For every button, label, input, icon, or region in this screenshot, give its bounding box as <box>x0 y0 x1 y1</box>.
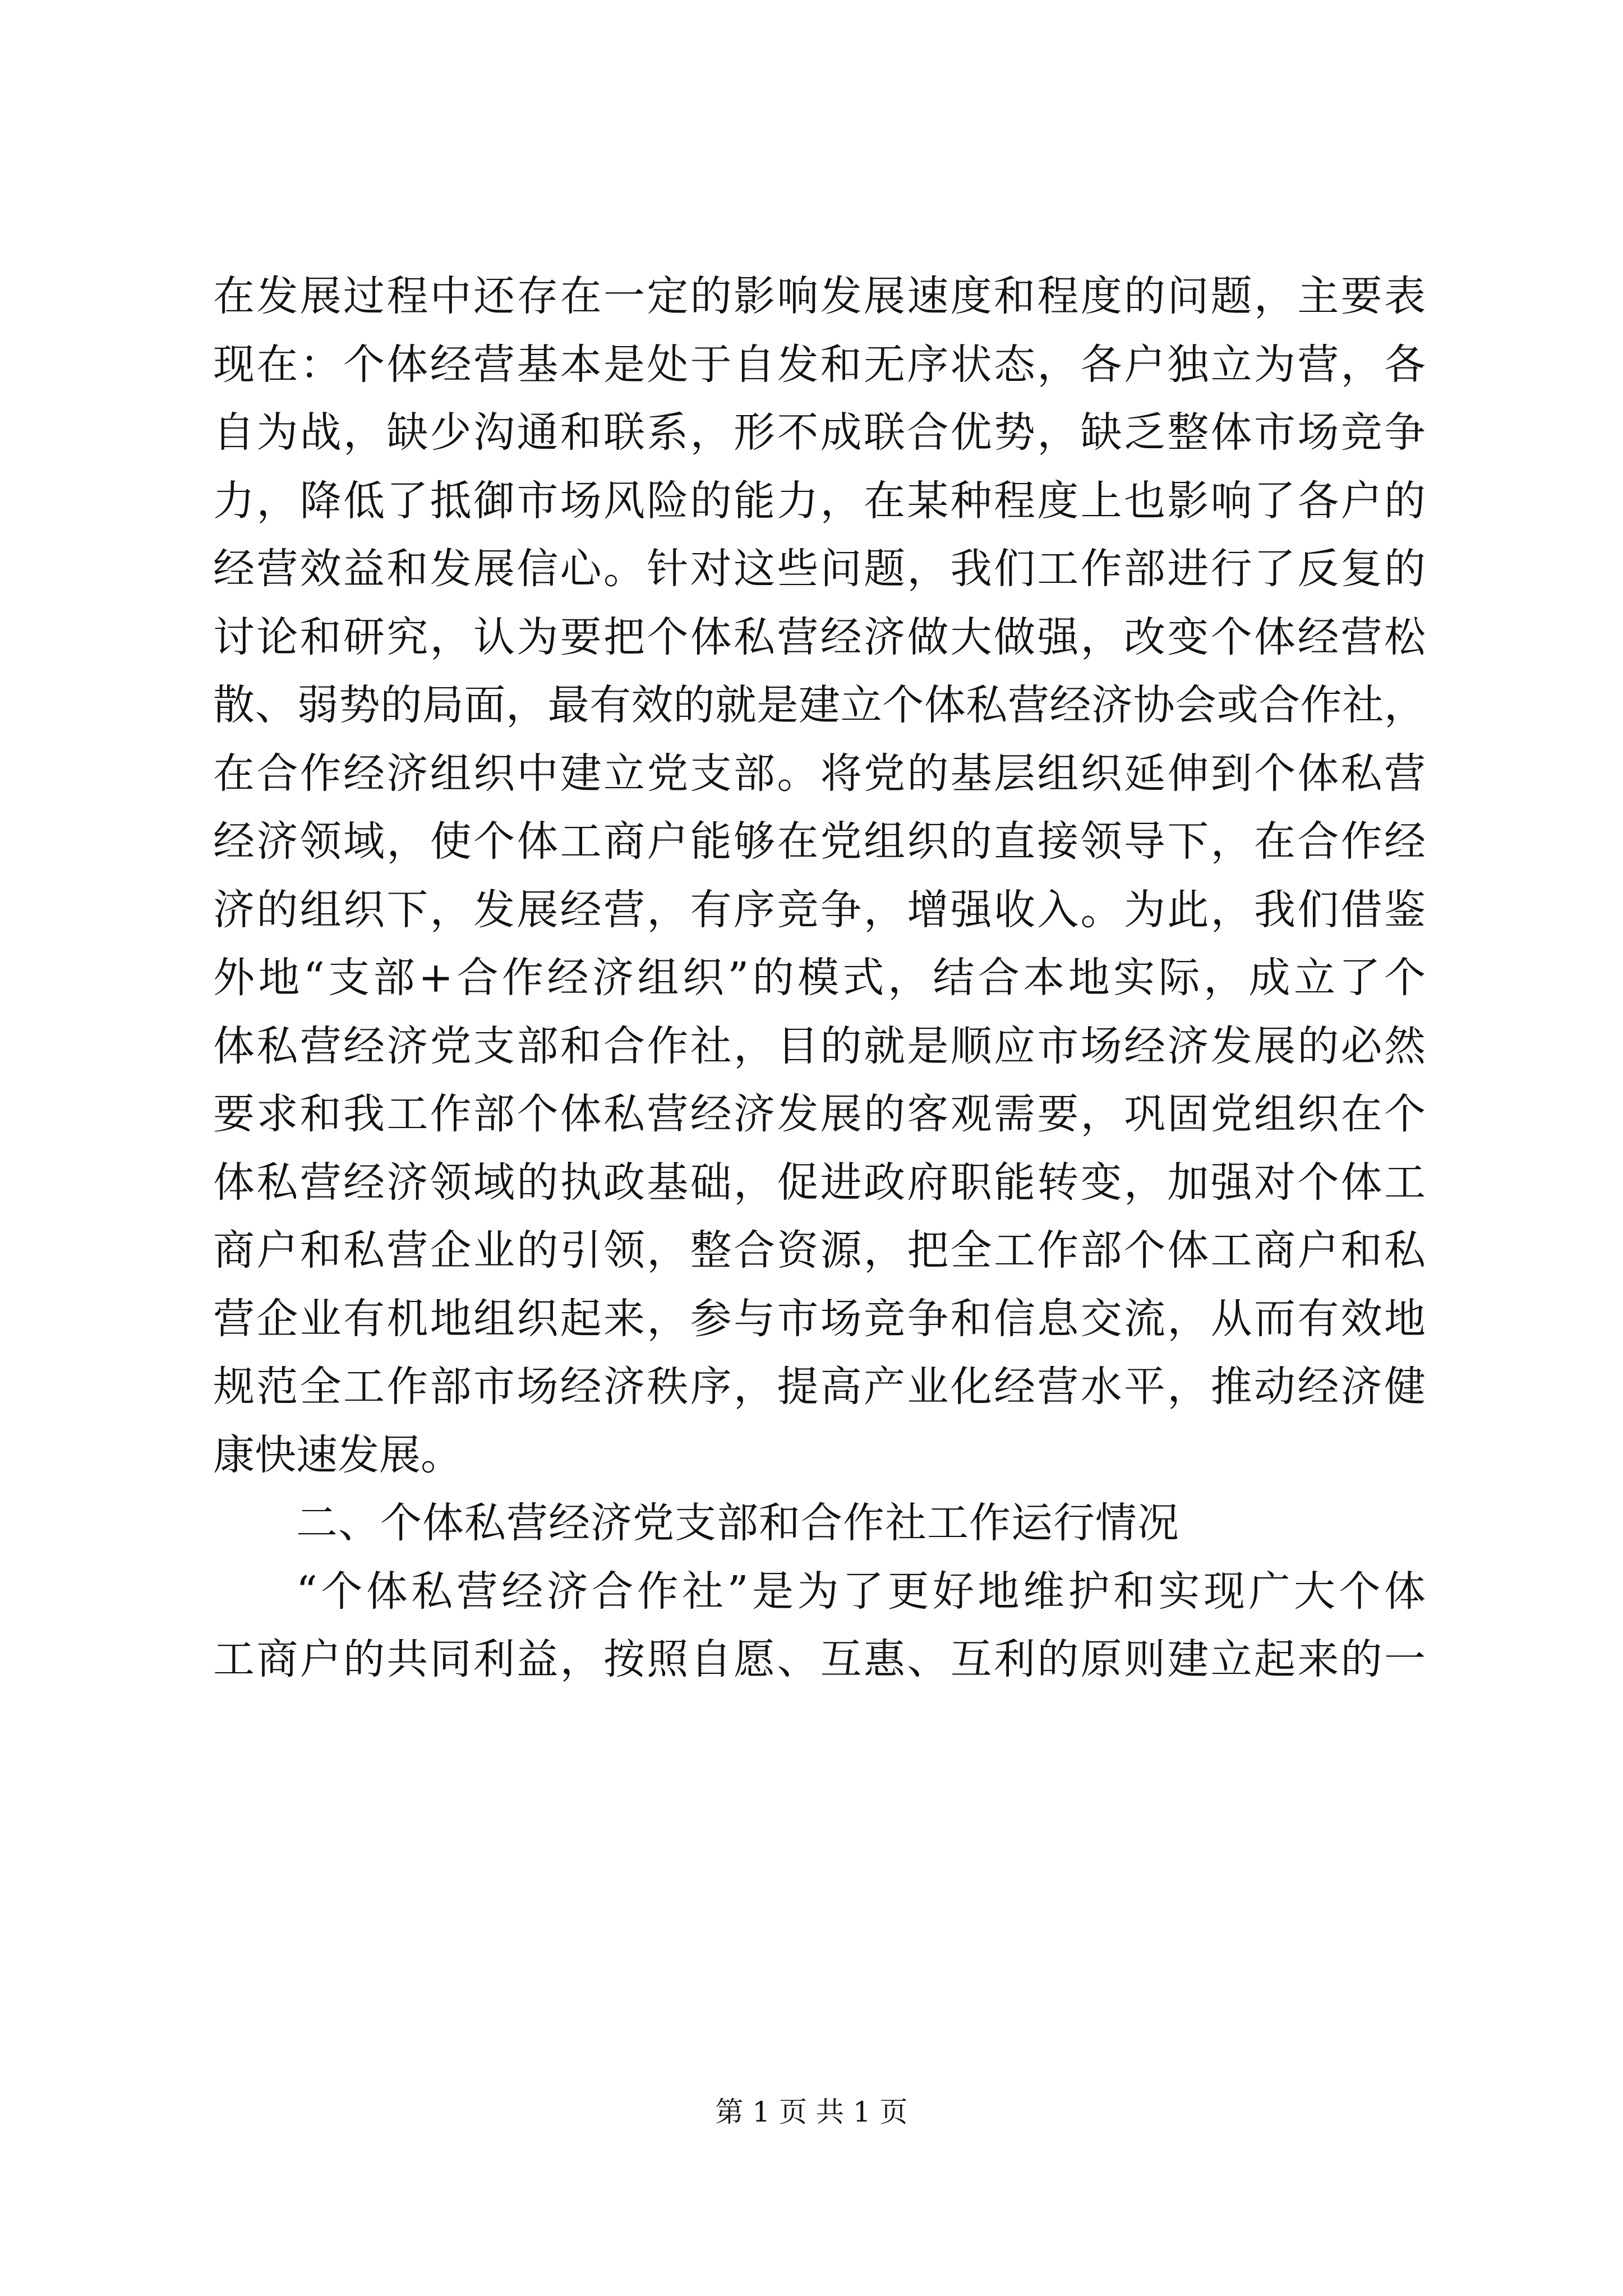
body-line-6: 讨论和研究，认为要把个体私营经济做大做强，改变个体经营松 <box>213 613 1426 661</box>
body-line-3: 自为战，缺少沟通和联系，形不成联合优势，缺乏整体市场竞争 <box>213 408 1426 457</box>
body-line-14: 体私营经济领域的执政基础，促进政府职能转变，加强对个体工 <box>213 1158 1426 1207</box>
body-line-8: 在合作经济组织中建立党支部。将党的基层组织延伸到个体私营 <box>213 749 1426 798</box>
body-line-7: 散、弱势的局面，最有效的就是建立个体私营经济协会或合作社， <box>213 681 1426 729</box>
body-line-13: 要求和我工作部个体私营经济发展的客观需要，巩固党组织在个 <box>213 1090 1426 1138</box>
document-body <box>213 263 1426 1694</box>
body-line-1: 在发展过程中还存在一定的影响发展速度和程度的问题，主要表 <box>213 272 1426 320</box>
body-line-5: 经营效益和发展信心。针对这些问题，我们工作部进行了反复的 <box>213 545 1426 593</box>
body-line-18: 康快速发展。 <box>213 1430 462 1479</box>
paragraph-2-line-1: “个体私营经济合作社”是为了更好地维护和实现广大个体 <box>296 1567 1426 1616</box>
body-line-4: 力，降低了抵御市场风险的能力，在某种程度上也影响了各户的 <box>213 476 1426 525</box>
body-line-2: 现在：个体经营基本是处于自发和无序状态，各户独立为营，各 <box>213 340 1426 389</box>
body-line-9: 经济领域，使个体工商户能够在党组织的直接领导下，在合作经 <box>213 817 1426 866</box>
body-line-11: 外地“支部+合作经济组织”的模式，结合本地实际，成立了个 <box>213 954 1426 1002</box>
body-line-10: 济的组织下，发展经营，有序竞争，增强收入。为此，我们借鉴 <box>213 885 1426 934</box>
body-line-16: 营企业有机地组织起来，参与市场竞争和信息交流，从而有效地 <box>213 1294 1426 1343</box>
body-line-15: 商户和私营企业的引领，整合资源，把全工作部个体工商户和私 <box>213 1226 1426 1274</box>
body-line-17: 规范全工作部市场经济秩序，提高产业化经营水平，推动经济健 <box>213 1363 1426 1411</box>
body-line-12: 体私营经济党支部和合作社，目的就是顺应市场经济发展的必然 <box>213 1022 1426 1070</box>
section-heading: 二、个体私营经济党支部和合作社工作运行情况 <box>296 1499 1179 1547</box>
page-number-footer: 第 1 页 共 1 页 <box>715 2096 908 2128</box>
paragraph-2-line-2: 工商户的共同利益，按照自愿、互惠、互利的原则建立起来的一 <box>213 1635 1426 1683</box>
